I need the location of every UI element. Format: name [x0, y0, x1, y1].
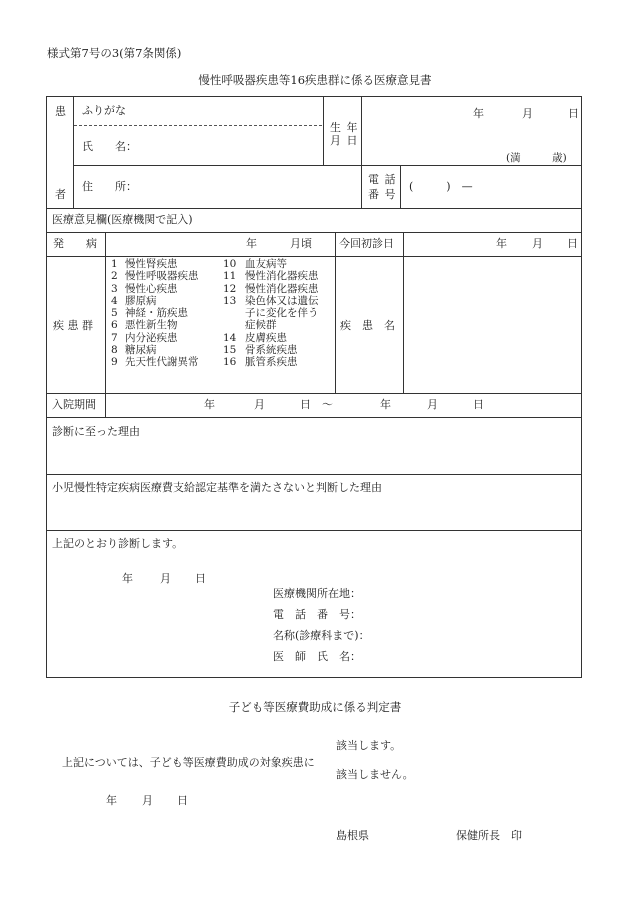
dob-day: 日	[568, 107, 579, 120]
rule-patient-bottom	[47, 208, 581, 209]
hosp-to-year: 年	[380, 398, 391, 411]
judgment-month: 月	[142, 794, 153, 807]
rule-firstvisit-right	[403, 232, 404, 393]
dob-month: 月	[522, 107, 533, 120]
hosp-from-month: 月	[254, 398, 265, 411]
prefecture-label: 島根県	[336, 829, 369, 842]
onset-label: 発 病	[53, 237, 97, 250]
judgment-statement: 上記については、子ども等医療費助成の対象疾患に	[62, 756, 315, 769]
rule-hospital-label	[105, 393, 106, 417]
certify-text: 上記のとおり診断します。	[52, 537, 184, 550]
rule-dob-right	[361, 97, 362, 208]
diagnosis-reason-label: 診断に至った理由	[52, 425, 140, 438]
list-item: 9 先天性代謝異常	[111, 356, 199, 369]
cert-month: 月	[160, 572, 171, 585]
dob-year: 年	[473, 107, 484, 120]
form-number: 様式第7号の3(第7条関係)	[47, 46, 182, 60]
hosp-tilde: 〜	[322, 398, 333, 411]
rule-dob-left	[323, 97, 324, 165]
list-item: 10 血友病等	[223, 258, 287, 270]
name-label: 氏 名：	[82, 140, 137, 153]
health-office-signature: 保健所長 印	[456, 829, 522, 842]
medical-section-title: 医療意見欄(医療機関で記入)	[52, 213, 193, 226]
disease-name-label: 疾 患 名	[340, 319, 395, 332]
phone-label-2: 番 号	[368, 188, 397, 201]
rule-medical-title-bottom	[47, 232, 581, 233]
institution-phone-label: 電 話 番 号：	[273, 608, 361, 621]
list-item: 6 悪性新生物	[111, 319, 178, 332]
rule-diagnosis-bottom	[47, 474, 581, 475]
disease-list-left	[111, 258, 199, 369]
list-item: 13 染色体又は遺伝	[223, 294, 319, 307]
dob-label-2: 月 日	[330, 134, 359, 147]
patient-label-top: 患	[55, 105, 66, 118]
rule-name-address	[73, 165, 581, 166]
rule-phone-label	[400, 165, 401, 208]
hosp-to-month: 月	[427, 398, 438, 411]
list-item: 4 膠原病	[111, 294, 157, 307]
cert-year: 年	[122, 572, 133, 585]
list-item: 12 慢性消化器疾患	[223, 282, 319, 295]
disease-list-right	[223, 258, 319, 369]
institution-address-label: 医療機関所在地：	[273, 587, 361, 600]
rule-firstvisit-left	[335, 232, 336, 393]
phone-format: ( ) —	[409, 180, 473, 193]
doctor-name-label: 医 師 氏 名：	[273, 650, 361, 663]
rule-onset-label	[105, 232, 106, 393]
list-item: 14 皮膚疾患	[223, 331, 287, 344]
institution-name-label: 名称(診療科まで)：	[273, 629, 370, 642]
list-item: 3 慢性心疾患	[111, 282, 178, 295]
rule-onset-bottom	[47, 256, 581, 257]
option-applicable: 該当します。	[336, 739, 402, 752]
hosp-from-day: 日	[300, 398, 311, 411]
criteria-reason-label: 小児慢性特定疾病医療費支給認定基準を満たさないと判断した理由	[52, 481, 382, 494]
first-visit-label: 今回初診日	[339, 237, 394, 250]
hospital-label: 入院期間	[52, 398, 96, 411]
list-item: 7 内分泌疾患	[111, 331, 178, 344]
disease-group-label: 疾 患 群	[53, 319, 93, 332]
patient-label-bottom: 者	[55, 188, 66, 201]
age-label: (満 歳)	[506, 152, 567, 164]
list-item: 症候群	[245, 319, 277, 332]
address-label: 住 所：	[82, 180, 137, 193]
furigana-dashed-line	[74, 125, 322, 126]
opinion-form	[46, 96, 582, 678]
list-item: 15 骨系統疾患	[223, 344, 298, 357]
list-item: 8 糖尿病	[111, 344, 157, 357]
list-item: 2 慢性呼吸器疾患	[111, 270, 199, 283]
list-item: 5 神経・筋疾患	[111, 307, 188, 320]
list-item: 11 慢性消化器疾患	[223, 270, 319, 283]
first-visit-day: 日	[567, 237, 578, 250]
document-title: 慢性呼吸器疾患等16疾患群に係る医療意見書	[198, 73, 432, 87]
furigana-label: ふりがな	[82, 104, 126, 117]
judgment-year: 年	[106, 794, 117, 807]
phone-label-1: 電 話	[368, 173, 397, 186]
judgment-title: 子ども等医療費助成に係る判定書	[228, 700, 402, 714]
rule-patient-label	[73, 97, 74, 208]
rule-disease-bottom	[47, 393, 581, 394]
first-visit-month: 月	[532, 237, 543, 250]
hosp-from-year: 年	[204, 398, 215, 411]
dob-label-1: 生 年	[330, 121, 359, 134]
rule-hospital-bottom	[47, 417, 581, 418]
option-not-applicable: 該当しません。	[336, 768, 414, 781]
list-item: 1 慢性腎疾患	[111, 258, 178, 270]
onset-value: 年 月頃	[246, 237, 312, 250]
first-visit-year: 年	[496, 237, 507, 250]
list-item: 16 脈管系疾患	[223, 356, 298, 369]
cert-day: 日	[195, 572, 206, 585]
hosp-to-day: 日	[473, 398, 484, 411]
judgment-day: 日	[177, 794, 188, 807]
list-item: 子に変化を伴う	[245, 307, 319, 320]
rule-criteria-bottom	[47, 530, 581, 531]
